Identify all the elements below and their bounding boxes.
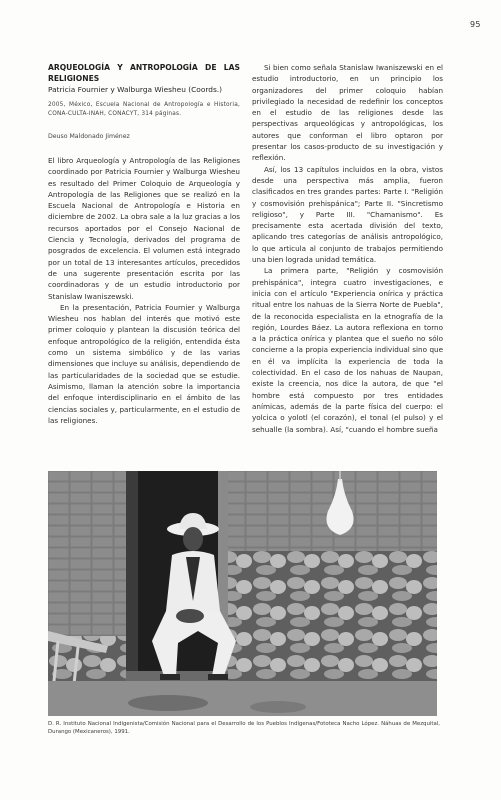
- left-paragraph: El libro Arqueología y Antropología de las Religiones coordinado por Patricia Fournier y Walburga Wiesheu es resultado del Primer Coloquio de Arqueología y Antropología de las Religiones que se realizó en la Escuela Nacional de Antropología e Historia en diciembre de 2002. La obra sale a la luz gracias a los recursos aportados por el Consejo Nacional de Ciencia y Tecnología, derivados del programa de posgrados de excelencia. El volumen está integrado por un total de 13 interesantes artículos, precedidos de una sugerente presentación escrita por las coordinadoras y de un estudio introductorio por Stanislaw Iwaniszewski.: [48, 156, 240, 301]
- left-paragraph: En la presentación, Patricia Fournier y Walburga Wiesheu nos hablan del interés que motivó este primer coloquio y plantean la discusión teórica del enfoque antropológico de la religión, entendida ésta como un sistema simbólico y de las varias dimensiones que incluye su análisis, dependiendo de las particularidades de la sociedad que se estudie. Asimismo, llaman la atención sobre la importancia del enfoque interdisciplinario en el ámbito de las ciencias sociales y, particularmente, en el estudio de las religiones.: [48, 302, 240, 425]
- right-paragraph: Si bien como señala Stanislaw Iwaniszewski en el estudio introductorio, en un principio los organizadores del primer coloquio habían privilegiado la necesidad de redefinir los conceptos en el estudio de las religiones desde las perspectivas arqueológicas y antropológicas, los autores que conforman el libro optaron por presentar los casos-producto de su investigación y reflexión.: [252, 63, 443, 163]
- page-number: 95: [470, 20, 481, 29]
- right-column: [252, 62, 443, 435]
- review-title: ARQUEOLOGÍA Y ANTROPOLOGÍA DE LAS RELIGIONES: [48, 63, 240, 83]
- photo-caption: D. R. Instituto Nacional Indigenista/Comisión Nacional para el Desarrollo de los Pueblos Indígenas/Fototeca Nacho López. Náhuas de Mezquital, Durango (Mexicaneros), 1991.: [48, 721, 440, 735]
- bibliographic-info: 2005, México, Escuela Nacional de Antropología e Historia, CONA-CULTA-INAH, CONACYT, 314 páginas.: [48, 102, 240, 117]
- reviewer-name: Deuso Maldonado Jiménez: [48, 133, 130, 140]
- photograph: [48, 471, 437, 716]
- photo-illustration: [48, 471, 437, 716]
- left-column: [48, 62, 240, 426]
- review-authors: Patricia Fournier y Walburga Wiesheu (Coords.): [48, 85, 223, 94]
- right-paragraph: La primera parte, "Religión y cosmovisión prehispánica", integra cuatro investigaciones, e inicia con el artículo "Experiencia onírica y práctica ritual entre los nahuas de la Sierra Norte de Puebla", de la reconocida especialista en la etnografía de la región, Lourdes Báez. La autora reflexiona en torno a la práctica onírica y plantea que el sueño no sólo concierne a la propia experiencia individual sino que en él va implícita la experiencia de toda la colectividad. En el caso de los nahuas de Naupan, existe la creencia, nos dice la autora, de que "el hombre está compuesto por tres entidades anímicas, además de la parte física del cuerpo: el yolcica o yolotl (el corazón), el tonal (el pulso) y el sehualle (la sombra). Así, "cuando el hombre sueña: [252, 266, 443, 434]
- right-paragraph: Así, los 13 capítulos incluidos en la obra, vistos desde una perspectiva más amplia, fueron clasificados en tres grandes partes: Parte I. "Religión y cosmovisión prehispánica"; Parte II. "Sincretismo religioso", y Parte III. "Chamanismo". Es precisamente esta acertada división del texto, aplicando tres categorías de análisis antropológico, lo que articula al conjunto de trabajos permitiendo una bien lograda unidad temática.: [252, 164, 443, 265]
